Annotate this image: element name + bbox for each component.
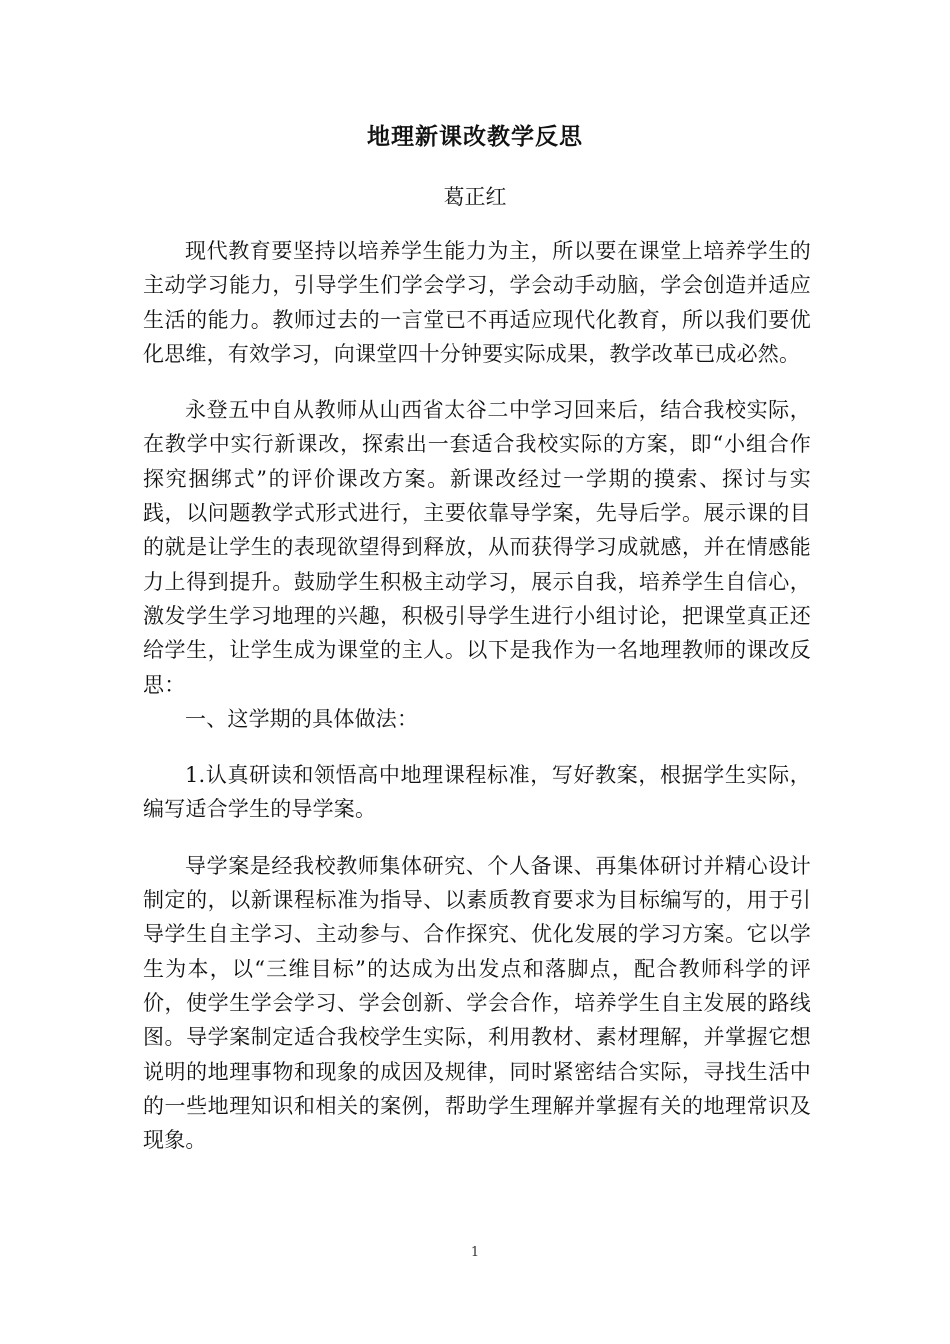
paragraph-intro: 现代教育要坚持以培养学生能力为主，所以要在课堂上培养学生的主动学习能力，引导学生们学会学习，学会动手动脑，学会创造并适应生活的能力。教师过去的一言堂已不再适应现代化教育，所以我们要优化思维，有效学习，向课堂四十分钟要实际成果，教学改革已成必然。 bbox=[143, 239, 811, 366]
document-author: 葛正红 bbox=[443, 185, 507, 209]
paragraph-school-reform: 永登五中自从教师从山西省太谷二中学习回来后，结合我校实际，在教学中实行新课改，探索出一套适合我校实际的方案，即“小组合作探究捆绑式”的评价课改方案。新课改经过一学期的摸索、探讨与实践，以问题教学式形式进行，主要依靠导学案，先导后学。展示课的目的就是让学生的表现欲望得到释放，从而获得学习成就感，并在情感能力上得到提升。鼓励学生积极主动学习，展示自我，培养学生自信心，激发学生学习地理的兴趣，积极引导学生进行小组讨论，把课堂真正还给学生，让学生成为课堂的主人。以下是我作为一名地理教师的课改反思： bbox=[143, 398, 811, 697]
page-number: 1 bbox=[470, 1245, 480, 1260]
section-heading: 一、这学期的具体做法： bbox=[185, 706, 419, 731]
document-body bbox=[143, 234, 811, 1157]
document-title: 地理新课改教学反思 bbox=[367, 123, 583, 150]
paragraph-guide-plan: 导学案是经我校教师集体研究、个人备课、再集体研讨并精心设计制定的，以新课程标准为指导、以素质教育要求为目标编写的，用于引导学生自主学习、主动参与、合作探究、优化发展的学习方案。它以学生为本，以“三维目标”的达成为出发点和落脚点，配合教师科学的评价，使学生学会学习、学会创新、学会合作，培养学生自主发展的路线图。导学案制定适合我校学生实际，利用教材、素材理解，并掌握它想说明的地理事物和现象的成因及规律，同时紧密结合实际，寻找生活中的一些地理知识和相关的案例，帮助学生理解并掌握有关的地理常识及现象。 bbox=[143, 853, 811, 1153]
list-item-1: 1.认真研读和领悟高中地理课程标准，写好教案，根据学生实际，编写适合学生的导学案。 bbox=[143, 763, 811, 822]
